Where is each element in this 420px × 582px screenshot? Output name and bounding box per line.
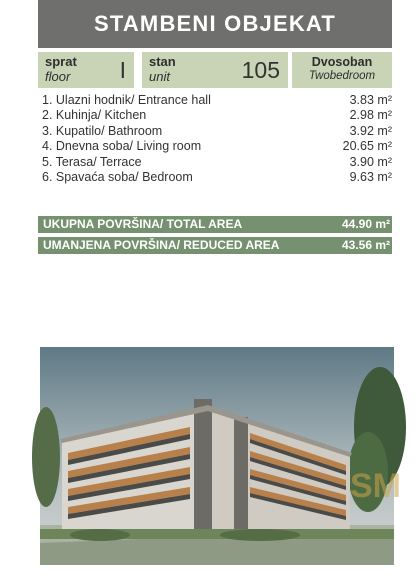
room-area: 3.90 m² [349,154,392,169]
reduced-area-bar [38,237,392,254]
room-area: 3.92 m² [349,123,392,138]
room-name: 1. Ulazni hodnik/ Entrance hall [42,93,211,107]
reduced-area-value: 43.56 m² [341,238,390,252]
room-name: 2. Kuhinja/ Kitchen [42,108,147,123]
unit-label: stan [149,54,176,69]
total-area-bar [38,216,392,233]
floor-value: I [119,57,126,83]
page-title: STAMBENI OBJEKAT [38,0,392,48]
watermark-logo: SM [350,467,401,505]
type-label: Dvosoban [311,55,373,69]
room-row [42,139,392,154]
floor-cell [38,52,134,88]
unit-cell [142,52,288,88]
tree-left [32,407,60,507]
total-area-label: UKUPNA POVRŠINA/ TOTAL AREA [43,217,243,231]
unit-value: 105 [241,57,280,83]
type-sublabel: Twobedroom [308,70,376,82]
room-row [42,124,392,139]
room-area: 9.63 m² [349,169,392,184]
unit-info-row [38,52,392,88]
room-row [42,170,392,185]
floor-sublabel: floor [45,69,71,84]
room-name: 3. Kupatilo/ Bathroom [42,123,163,138]
total-area-value: 44.90 m² [341,217,390,231]
room-area: 3.83 m² [349,93,392,107]
room-area: 20.65 m² [342,139,392,154]
room-name: 4. Dnevna soba/ Living room [42,139,202,154]
floor-label: sprat [45,54,77,69]
room-row [42,155,392,170]
room-area: 2.98 m² [349,108,392,123]
room-row [42,93,392,108]
unit-sublabel: unit [149,69,170,84]
building-rendering-image [40,347,401,565]
reduced-area-label: UMANJENA POVRŠINA/ REDUCED AREA [43,238,280,252]
type-cell [292,52,392,88]
room-name: 5. Terasa/ Terrace [42,154,142,169]
room-row [42,108,392,123]
room-name: 6. Spavaća soba/ Bedroom [42,169,193,184]
room-list [42,93,392,185]
